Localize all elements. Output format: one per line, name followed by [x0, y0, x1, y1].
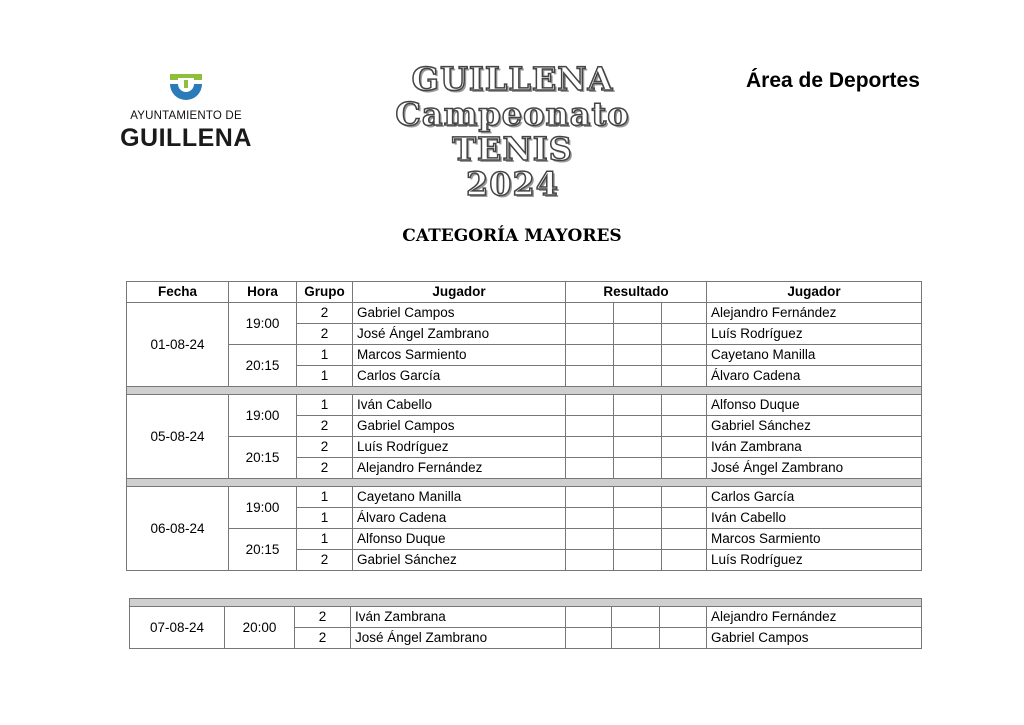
player-1-cell: Álvaro Cadena	[353, 508, 566, 529]
result-set-3-cell	[662, 303, 707, 324]
player-1-cell: Gabriel Sánchez	[353, 550, 566, 571]
result-set-1-cell	[566, 487, 614, 508]
player-2-cell: Alejandro Fernández	[707, 303, 922, 324]
separator-row	[127, 387, 922, 395]
table-row	[127, 487, 922, 508]
group-cell: 1	[297, 366, 353, 387]
result-set-1-cell	[566, 458, 614, 479]
group-cell: 1	[297, 508, 353, 529]
col-hora: Hora	[229, 282, 297, 303]
player-2-cell: Iván Cabello	[707, 508, 922, 529]
player-1-cell: Alfonso Duque	[353, 529, 566, 550]
result-set-3-cell	[660, 607, 707, 628]
department-label: Área de Deportes	[746, 69, 920, 92]
result-set-2-cell	[614, 508, 662, 529]
group-cell: 2	[297, 458, 353, 479]
result-set-1-cell	[566, 324, 614, 345]
result-set-2-cell	[614, 345, 662, 366]
group-cell: 1	[297, 345, 353, 366]
player-1-cell: Alejandro Fernández	[353, 458, 566, 479]
title-line-1: GUILLENA	[411, 60, 614, 98]
result-set-1-cell	[566, 366, 614, 387]
table-header-row	[127, 282, 922, 303]
time-cell: 20:15	[229, 437, 297, 479]
result-set-3-cell	[660, 628, 707, 649]
date-cell: 05-08-24	[127, 395, 229, 479]
table-row	[130, 607, 922, 628]
separator-row	[127, 479, 922, 487]
group-cell: 1	[297, 529, 353, 550]
schedule-table	[126, 281, 922, 571]
player-2-cell: Alejandro Fernández	[707, 607, 922, 628]
table-row	[127, 303, 922, 324]
player-1-cell: Luís Rodríguez	[353, 437, 566, 458]
title-line-2: Campeonato TENIS	[395, 95, 630, 168]
result-set-2-cell	[614, 487, 662, 508]
group-cell: 2	[297, 437, 353, 458]
player-1-cell: Carlos García	[353, 366, 566, 387]
player-1-cell: Marcos Sarmiento	[353, 345, 566, 366]
col-jugador-2: Jugador	[707, 282, 922, 303]
col-resultado: Resultado	[566, 282, 707, 303]
result-set-2-cell	[614, 366, 662, 387]
player-2-cell: Luís Rodríguez	[707, 324, 922, 345]
result-set-1-cell	[566, 303, 614, 324]
result-set-2-cell	[614, 395, 662, 416]
result-set-2-cell	[614, 458, 662, 479]
result-set-2-cell	[614, 324, 662, 345]
result-set-1-cell	[566, 607, 612, 628]
player-1-cell: Gabriel Campos	[353, 303, 566, 324]
result-set-3-cell	[662, 550, 707, 571]
result-set-1-cell	[566, 395, 614, 416]
result-set-2-cell	[614, 529, 662, 550]
result-set-1-cell	[566, 508, 614, 529]
result-set-2-cell	[612, 628, 660, 649]
result-set-3-cell	[662, 458, 707, 479]
result-set-1-cell	[566, 628, 612, 649]
result-set-2-cell	[614, 550, 662, 571]
date-cell: 01-08-24	[127, 303, 229, 387]
col-jugador-1: Jugador	[353, 282, 566, 303]
time-cell: 20:00	[225, 607, 295, 649]
time-cell: 19:00	[229, 395, 297, 437]
result-set-3-cell	[662, 395, 707, 416]
player-2-cell: Cayetano Manilla	[707, 345, 922, 366]
schedule-table-extra	[129, 598, 922, 649]
separator-cell	[130, 599, 922, 607]
result-set-3-cell	[662, 529, 707, 550]
player-2-cell: José Ángel Zambrano	[707, 458, 922, 479]
result-set-3-cell	[662, 508, 707, 529]
result-set-3-cell	[662, 324, 707, 345]
time-cell: 20:15	[229, 529, 297, 571]
separator-cell	[127, 387, 922, 395]
separator-row	[130, 599, 922, 607]
time-cell: 19:00	[229, 487, 297, 529]
table-row	[127, 529, 922, 550]
group-cell: 1	[297, 395, 353, 416]
player-1-cell: José Ángel Zambrano	[351, 628, 566, 649]
table-row	[127, 395, 922, 416]
player-1-cell: José Ángel Zambrano	[353, 324, 566, 345]
table-row	[127, 437, 922, 458]
logo-mark-icon	[166, 70, 206, 106]
result-set-2-cell	[614, 303, 662, 324]
page-title	[340, 62, 685, 202]
title-line-3: 2024	[465, 165, 560, 203]
municipality-logo	[118, 60, 254, 155]
time-cell: 20:15	[229, 345, 297, 387]
result-set-3-cell	[662, 366, 707, 387]
result-set-3-cell	[662, 437, 707, 458]
result-set-1-cell	[566, 529, 614, 550]
player-1-cell: Iván Zambrana	[351, 607, 566, 628]
group-cell: 2	[297, 550, 353, 571]
group-cell: 2	[295, 628, 351, 649]
player-2-cell: Iván Zambrana	[707, 437, 922, 458]
result-set-1-cell	[566, 345, 614, 366]
group-cell: 2	[295, 607, 351, 628]
separator-cell	[127, 479, 922, 487]
result-set-3-cell	[662, 345, 707, 366]
result-set-2-cell	[612, 607, 660, 628]
logo-text-top: AYUNTAMIENTO DE	[130, 110, 242, 122]
result-set-3-cell	[662, 416, 707, 437]
player-1-cell: Iván Cabello	[353, 395, 566, 416]
col-grupo: Grupo	[297, 282, 353, 303]
time-cell: 19:00	[229, 303, 297, 345]
player-2-cell: Alfonso Duque	[707, 395, 922, 416]
player-2-cell: Gabriel Campos	[707, 628, 922, 649]
result-set-3-cell	[662, 487, 707, 508]
player-2-cell: Marcos Sarmiento	[707, 529, 922, 550]
category-heading: CATEGORÍA MAYORES	[402, 226, 622, 246]
result-set-2-cell	[614, 416, 662, 437]
group-cell: 1	[297, 487, 353, 508]
player-1-cell: Gabriel Campos	[353, 416, 566, 437]
result-set-1-cell	[566, 550, 614, 571]
date-cell: 07-08-24	[130, 607, 225, 649]
result-set-1-cell	[566, 437, 614, 458]
group-cell: 2	[297, 416, 353, 437]
result-set-2-cell	[614, 437, 662, 458]
logo-text-name: GUILLENA	[120, 124, 252, 152]
player-2-cell: Gabriel Sánchez	[707, 416, 922, 437]
group-cell: 2	[297, 303, 353, 324]
result-set-1-cell	[566, 416, 614, 437]
player-1-cell: Cayetano Manilla	[353, 487, 566, 508]
table-row	[127, 345, 922, 366]
date-cell: 06-08-24	[127, 487, 229, 571]
group-cell: 2	[297, 324, 353, 345]
player-2-cell: Luís Rodríguez	[707, 550, 922, 571]
col-fecha: Fecha	[127, 282, 229, 303]
player-2-cell: Carlos García	[707, 487, 922, 508]
player-2-cell: Álvaro Cadena	[707, 366, 922, 387]
